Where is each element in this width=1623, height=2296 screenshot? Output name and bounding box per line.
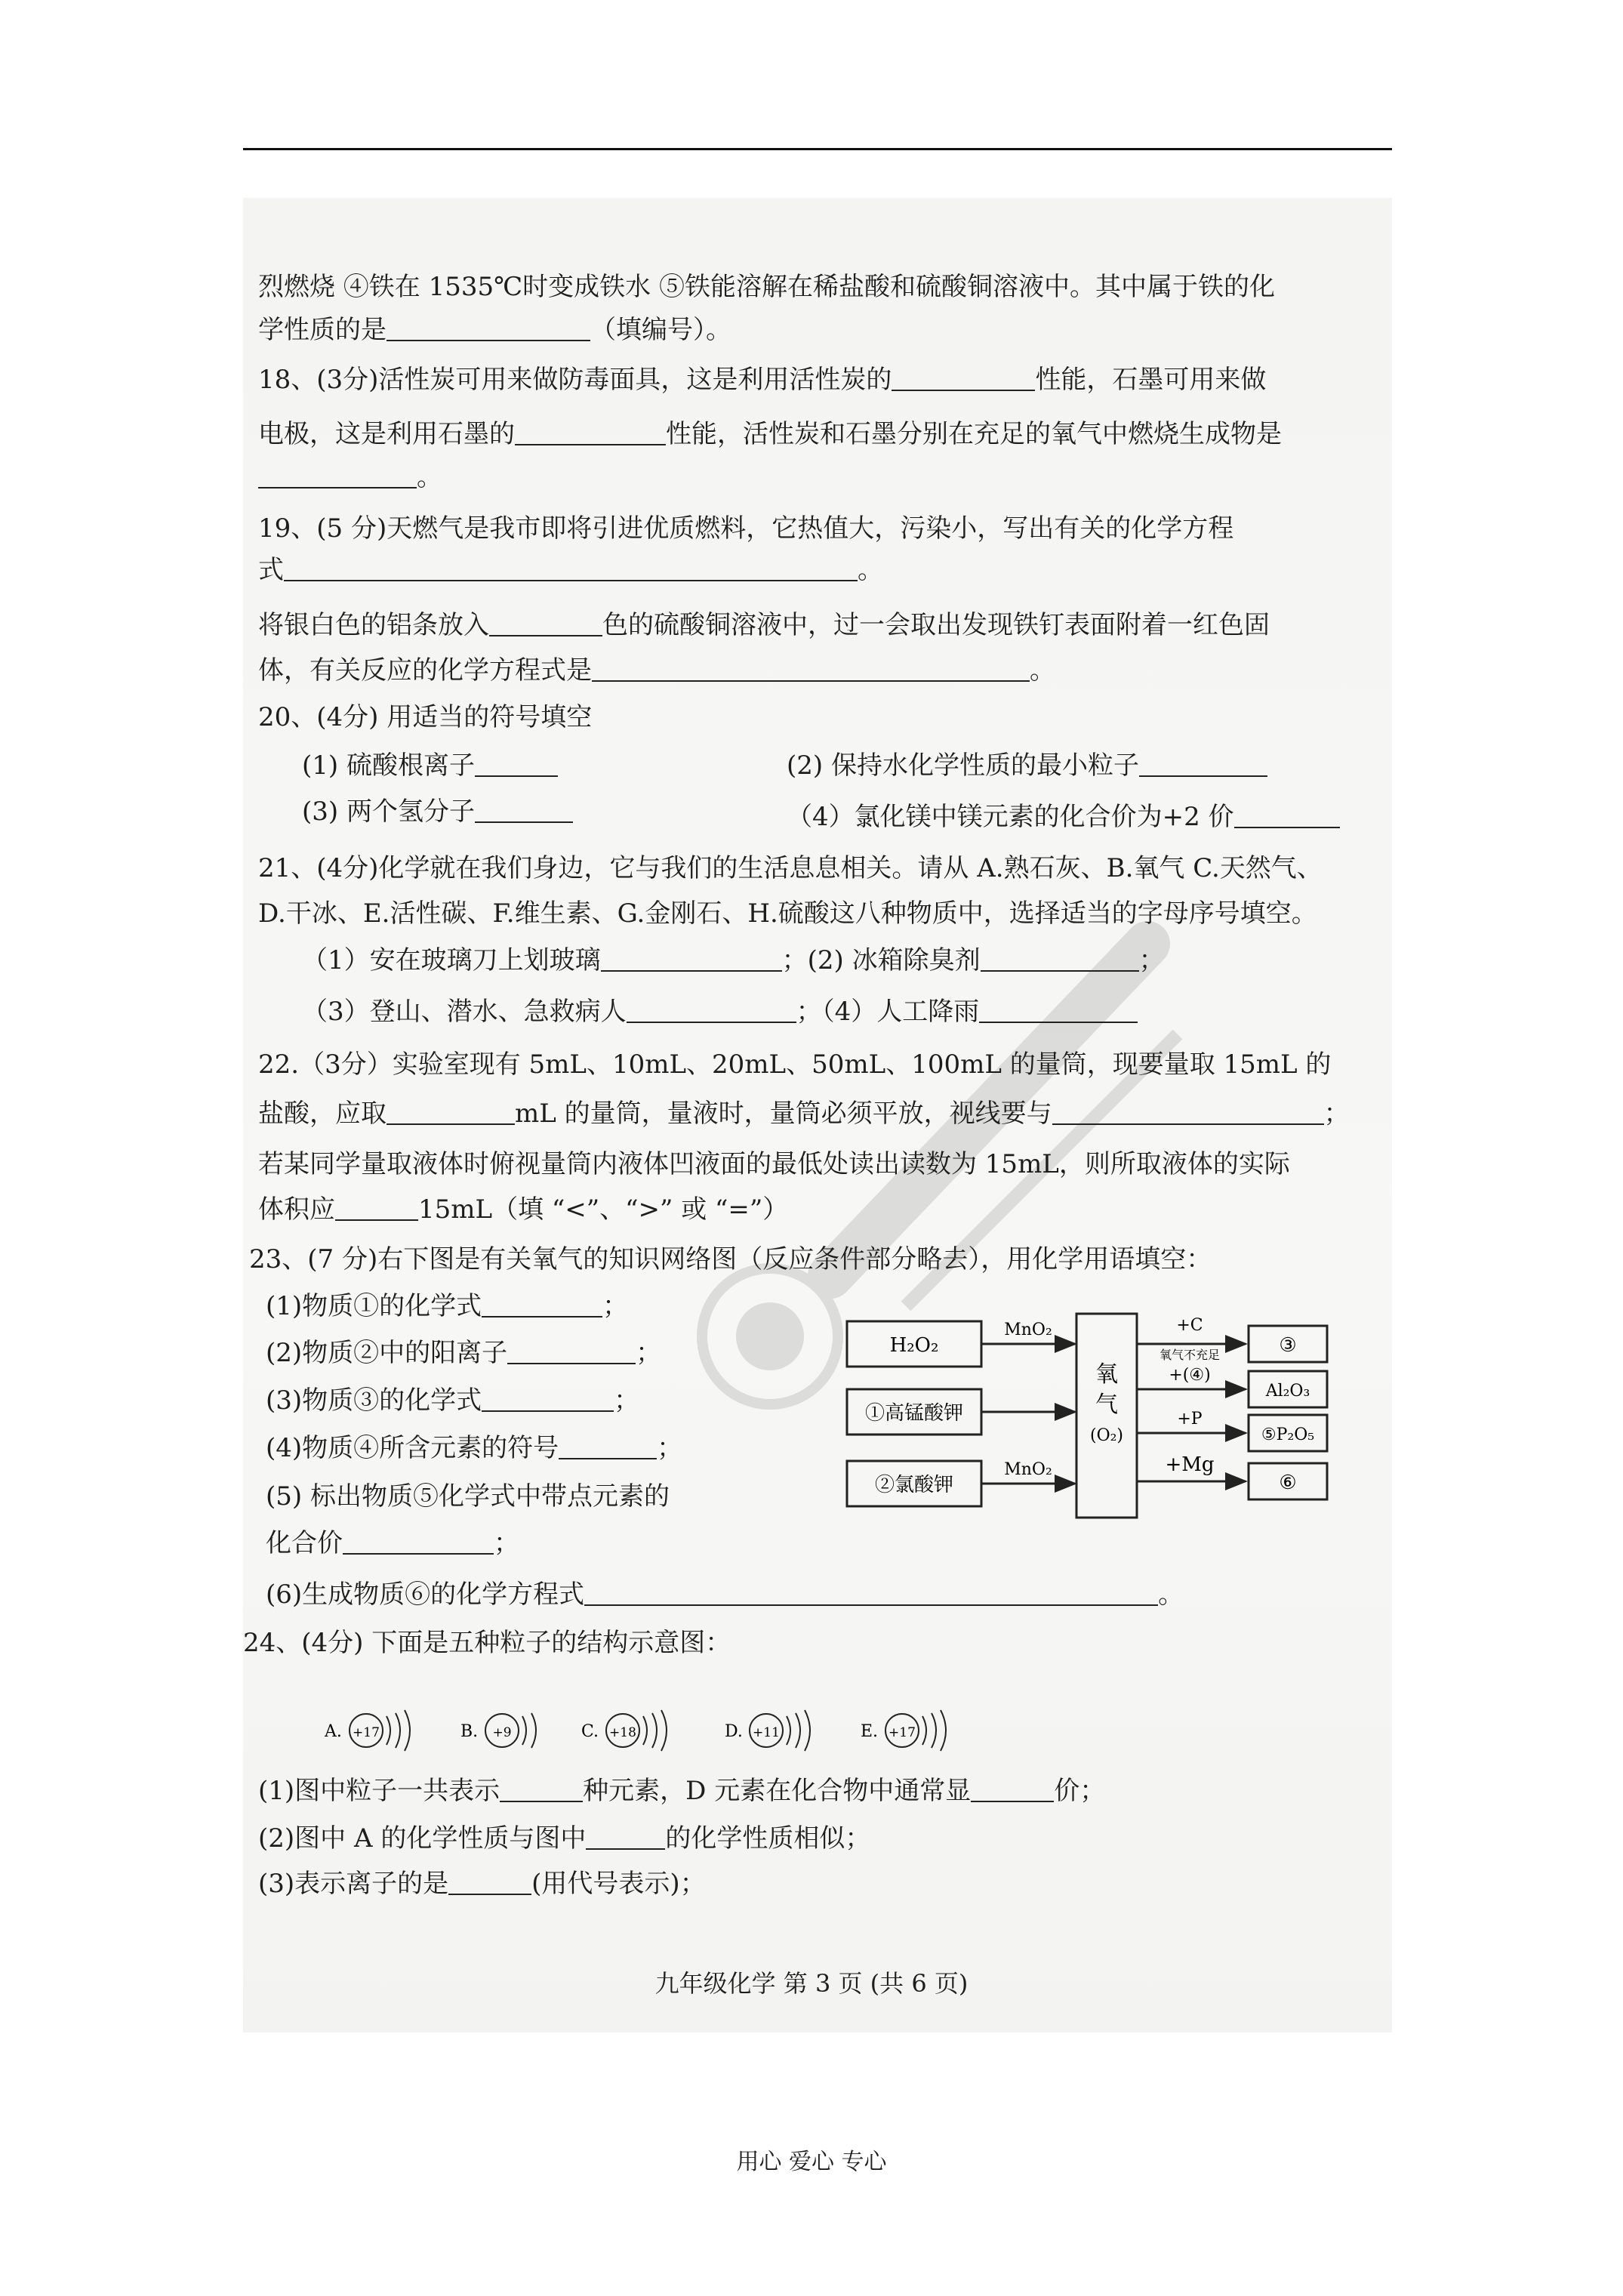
svg-text:②氯酸钾: ②氯酸钾 xyxy=(874,1474,954,1496)
page-number-footer: 九年级化学 第 3 页 (共 6 页) xyxy=(654,1969,969,1998)
reactant-box-kmno4 xyxy=(847,1389,981,1435)
question-21-line-1: 21、(4分)化学就在我们身边，它与我们的生活息息相关。请从 A.熟石灰、B.氧气 C.天然气、 xyxy=(258,853,1323,883)
svg-text:+11: +11 xyxy=(753,1725,780,1740)
answer-blank[interactable] xyxy=(592,658,1030,682)
answer-blank[interactable] xyxy=(475,799,573,823)
reagent-label: +(④) xyxy=(1169,1366,1211,1385)
answer-blank[interactable] xyxy=(343,1530,494,1555)
question-18-line-3: 。 xyxy=(258,462,442,492)
svg-text:⑤P₂O₅: ⑤P₂O₅ xyxy=(1261,1425,1315,1444)
answer-blank[interactable] xyxy=(559,1435,657,1459)
question-24-item-3: (3)表示离子的是 (用代号表示)； xyxy=(258,1869,706,1899)
question-20-item-2: (2) 保持水化学性质的最小粒子 xyxy=(787,750,1267,781)
answer-blank[interactable] xyxy=(500,1778,583,1802)
answer-blank[interactable] xyxy=(489,612,602,636)
svg-text:⑥: ⑥ xyxy=(1279,1472,1297,1494)
question-21-line-2: D.干冰、E.活性碳、F.维生素、G.金刚石、H.硫酸这八种物质中，选择适当的字母序号填空。 xyxy=(258,898,1317,929)
question-24-item-1: (1)图中粒子一共表示 种元素，D 元素在化合物中通常显 价； xyxy=(258,1776,1106,1806)
answer-blank[interactable] xyxy=(601,948,782,972)
reagent-label: +P xyxy=(1177,1410,1203,1428)
answer-blank[interactable] xyxy=(584,1582,1158,1606)
question-19-line-3: 将银白色的铝条放入 色的硫酸铜溶液中，过一会取出发现铁钉表面附着一红色固 xyxy=(258,610,1270,640)
question-19-line-4: 体，有关反应的化学方程式是 。 xyxy=(258,655,1055,686)
answer-blank[interactable] xyxy=(258,464,417,488)
answer-blank[interactable] xyxy=(482,1388,614,1412)
condition-label: 氧气不充足 xyxy=(1159,1348,1221,1362)
answer-blank[interactable] xyxy=(892,367,1035,391)
answer-blank[interactable] xyxy=(335,1197,418,1221)
atom-diagram-c xyxy=(581,1710,667,1751)
reactant-box-kclo3 xyxy=(847,1461,981,1506)
svg-text:+18: +18 xyxy=(609,1725,636,1740)
atom-diagram-a xyxy=(325,1710,410,1751)
header-rule xyxy=(243,148,1392,150)
question-23-item-6: (6)生成物质⑥的化学方程式 。 xyxy=(266,1579,1184,1610)
question-21-items-1-2: （1）安在玻璃刀上划玻璃 ；(2) 冰箱除臭剂 ； xyxy=(302,945,1165,975)
answer-blank[interactable] xyxy=(627,999,796,1023)
svg-text:(O₂): (O₂) xyxy=(1089,1426,1124,1445)
answer-blank[interactable] xyxy=(971,1778,1054,1802)
product-box-6 xyxy=(1249,1463,1327,1499)
question-23-item-3: (3)物质③的化学式 ； xyxy=(266,1385,640,1416)
question-20-item-1: (1) 硫酸根离子 xyxy=(302,750,558,781)
svg-text:+17: +17 xyxy=(888,1725,916,1740)
svg-text:+17: +17 xyxy=(353,1725,380,1740)
question-21-items-3-4: （3）登山、潜水、急救病人 ；（4）人工降雨 xyxy=(302,997,1138,1027)
answer-blank[interactable] xyxy=(1139,753,1267,777)
product-box-p2o5 xyxy=(1249,1415,1327,1451)
svg-text:D.: D. xyxy=(725,1722,743,1741)
answer-blank[interactable] xyxy=(1234,804,1340,828)
svg-text:氧: 氧 xyxy=(1095,1361,1118,1388)
question-23-item-5-cont: 化合价 ； xyxy=(266,1528,519,1558)
reagent-label: +C xyxy=(1176,1316,1203,1335)
catalyst-label: MnO₂ xyxy=(1004,1321,1052,1339)
answer-blank[interactable] xyxy=(979,999,1138,1023)
oxygen-network-diagram xyxy=(845,1299,1344,1525)
question-24-stem: 24、(4分) 下面是五种粒子的结构示意图： xyxy=(243,1628,731,1658)
question-23-item-4: (4)物质④所含元素的符号 ； xyxy=(266,1433,683,1463)
question-22-line-4: 体积应 15mL（填 “<”、“>” 或 “=”） xyxy=(258,1194,789,1225)
svg-text:①高锰酸钾: ①高锰酸钾 xyxy=(864,1402,964,1425)
question-19-line-1: 19、(5 分)天燃气是我市即将引进优质燃料，它热值大，污染小，写出有关的化学方程 xyxy=(258,513,1234,544)
question-19-line-2: 式 。 xyxy=(258,555,883,585)
question-23-stem: 23、(7 分)右下图是有关氧气的知识网络图（反应条件部分略去），用化学用语填空： xyxy=(249,1244,1212,1274)
svg-text:H₂O₂: H₂O₂ xyxy=(889,1334,939,1357)
product-box-al2o3 xyxy=(1249,1371,1327,1407)
question-24-item-2: (2)图中 A 的化学性质与图中 的化学性质相似； xyxy=(258,1823,871,1854)
reactant-box-h2o2 xyxy=(847,1321,981,1367)
product-box-3 xyxy=(1249,1326,1327,1362)
svg-text:B.: B. xyxy=(460,1722,479,1741)
reagent-label: +Mg xyxy=(1165,1453,1215,1476)
svg-text:C.: C. xyxy=(581,1722,599,1741)
atom-diagram-d xyxy=(725,1710,810,1751)
answer-blank[interactable] xyxy=(387,317,590,341)
question-18-line-1: 18、(3分)活性炭可用来做防毒面具，这是利用活性炭的 性能，石墨可用来做 xyxy=(258,365,1267,395)
answer-blank[interactable] xyxy=(507,1340,636,1364)
answer-blank[interactable] xyxy=(981,948,1139,972)
question-23-item-2: (2)物质②中的阳离子 ； xyxy=(266,1338,662,1368)
question-22-line-3: 若某同学量取液体时俯视量筒内液体凹液面的最低处读出读数为 15mL，则所取液体的实际 xyxy=(258,1149,1290,1179)
answer-blank[interactable] xyxy=(515,421,666,445)
svg-text:Al₂O₃: Al₂O₃ xyxy=(1265,1382,1310,1401)
bottom-slogan: 用心 爱心 专心 xyxy=(736,2149,887,2175)
answer-blank[interactable] xyxy=(482,1293,602,1318)
answer-blank[interactable] xyxy=(586,1826,665,1850)
oxygen-center-box xyxy=(1076,1314,1137,1518)
atom-diagram-e xyxy=(861,1710,946,1751)
answer-blank[interactable] xyxy=(1052,1101,1324,1125)
answer-blank[interactable] xyxy=(284,557,858,581)
question-20-item-3: (3) 两个氢分子 xyxy=(302,797,573,827)
question-20-item-4: （4）氯化镁中镁元素的化合价为+2 价 xyxy=(787,802,1340,832)
question-23-item-5: (5) 标出物质⑤化学式中带点元素的 xyxy=(266,1481,670,1512)
svg-text:A.: A. xyxy=(325,1722,342,1741)
question-22-line-1: 22.（3分）实验室现有 5mL、10mL、20mL、50mL、100mL 的量筒，现要量取 15mL 的 xyxy=(258,1049,1332,1080)
answer-blank[interactable] xyxy=(387,1101,515,1125)
atom-structure-diagrams xyxy=(325,1695,1004,1763)
svg-text:③: ③ xyxy=(1279,1334,1297,1357)
svg-text:+9: +9 xyxy=(492,1725,512,1740)
question-22-line-2: 盐酸，应取 mL 的量筒，量液时，量筒必须平放，视线要与 ； xyxy=(258,1099,1350,1129)
catalyst-label: MnO₂ xyxy=(1004,1460,1052,1479)
atom-diagram-b xyxy=(460,1713,536,1748)
text-line: 学性质的是 （填编号）。 xyxy=(258,315,731,345)
answer-blank[interactable] xyxy=(448,1871,531,1895)
question-20-stem: 20、(4分) 用适当的符号填空 xyxy=(258,702,593,732)
text-line: 烈燃烧 ④铁在 1535℃时变成铁水 ⑤铁能溶解在稀盐酸和硫酸铜溶液中。其中属于铁的化 xyxy=(258,272,1275,302)
svg-text:E.: E. xyxy=(861,1722,879,1741)
question-23-item-1: (1)物质①的化学式 ； xyxy=(266,1291,629,1321)
question-18-line-2: 电极，这是利用石墨的 性能，活性炭和石墨分别在充足的氧气中燃烧生成物是 xyxy=(258,419,1282,449)
answer-blank[interactable] xyxy=(475,753,558,777)
svg-text:气: 气 xyxy=(1095,1391,1118,1418)
